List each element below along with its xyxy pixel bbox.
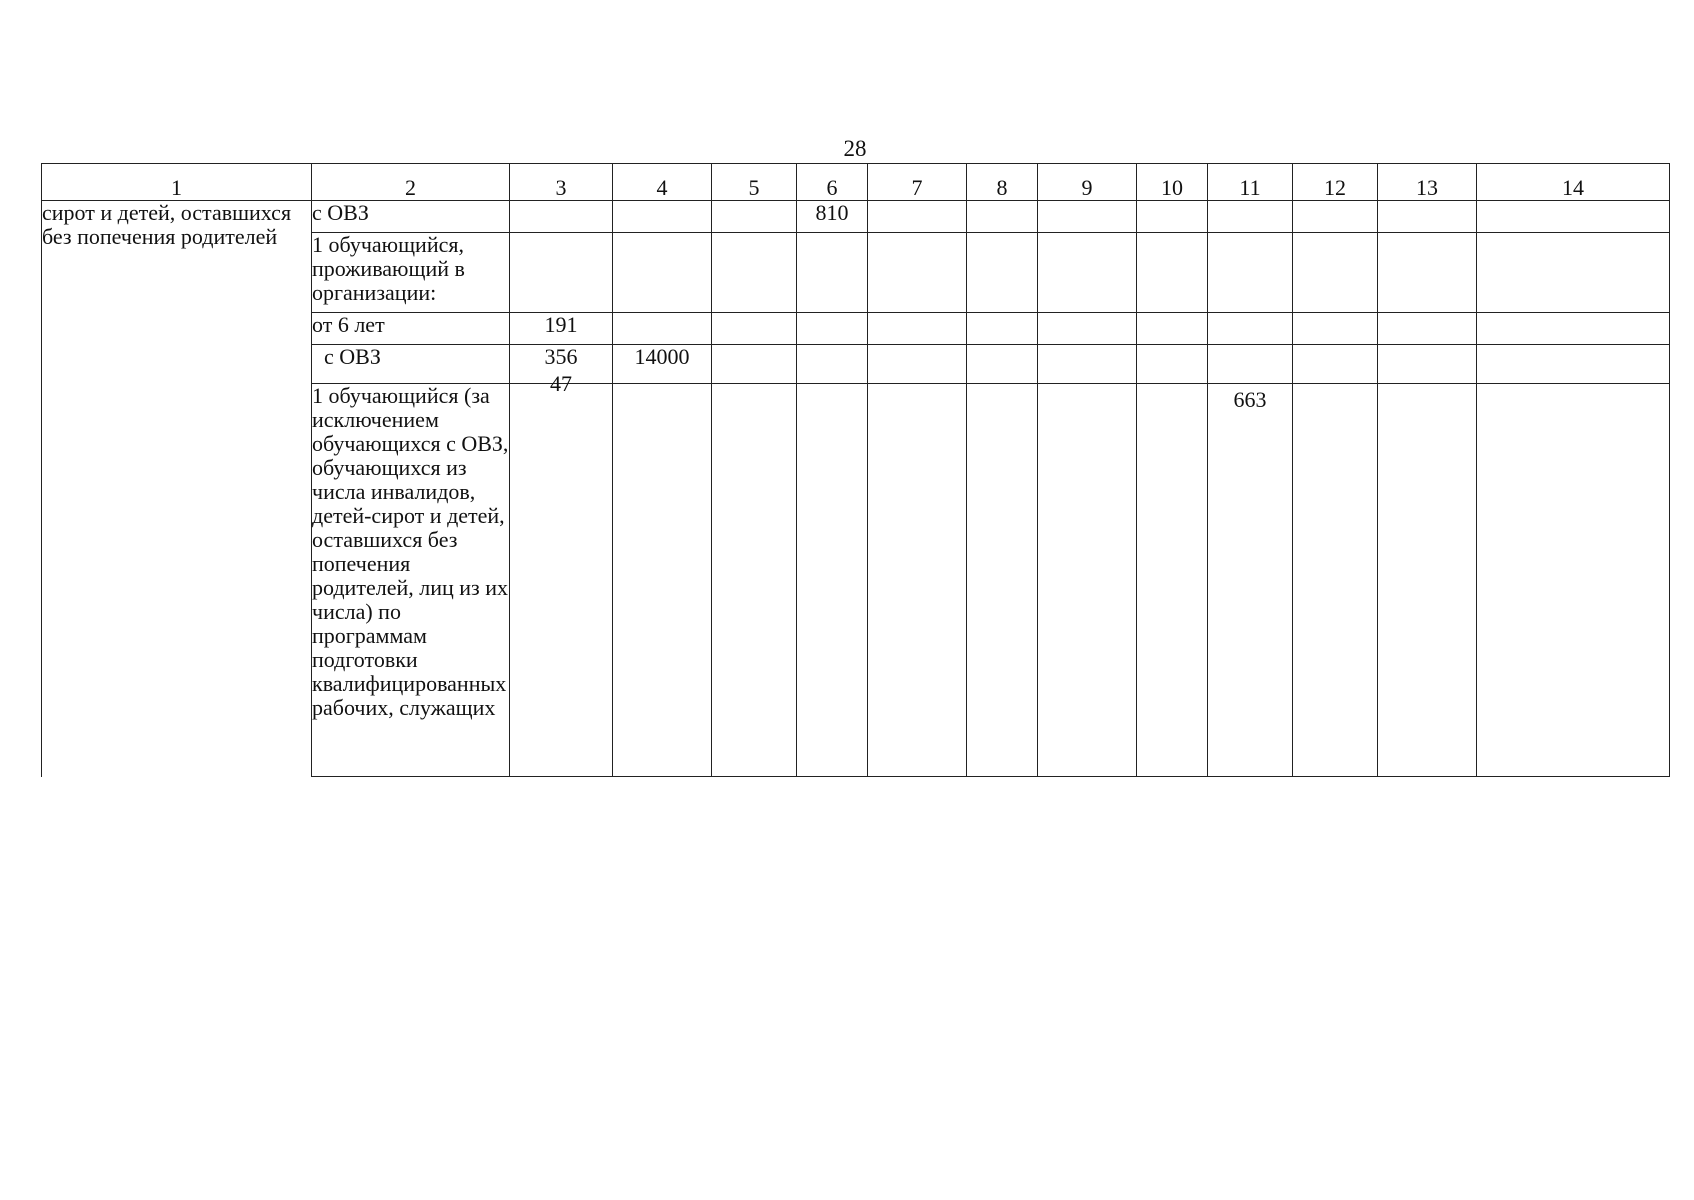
table-cell <box>1038 233 1137 313</box>
table-cell <box>868 313 967 345</box>
table-cell <box>510 233 613 313</box>
table-cell <box>868 384 967 777</box>
table-cell <box>712 313 797 345</box>
column-header: 14 <box>1477 164 1670 201</box>
table-cell <box>1477 313 1670 345</box>
table-cell <box>1477 384 1670 777</box>
column-header: 13 <box>1378 164 1477 201</box>
table-cell <box>797 384 868 777</box>
table-cell <box>1208 233 1293 313</box>
table-cell <box>712 201 797 233</box>
table-cell <box>967 201 1038 233</box>
column-header: 5 <box>712 164 797 201</box>
column-header: 3 <box>510 164 613 201</box>
table-cell <box>712 233 797 313</box>
table-cell <box>1137 313 1208 345</box>
table-cell <box>797 345 868 384</box>
table-cell: 810 <box>797 201 868 233</box>
table-cell <box>613 384 712 777</box>
column-header: 11 <box>1208 164 1293 201</box>
column-header: 10 <box>1137 164 1208 201</box>
table-cell <box>797 313 868 345</box>
column-header: 8 <box>967 164 1038 201</box>
table-cell <box>1378 384 1477 777</box>
table-cell <box>1293 233 1378 313</box>
row-label: 1 обучающийся (за исключением обучающихся с ОВЗ, обучающихся из числа инвалидов, детей-сирот и детей, оставшихся без попечения родителей, лиц из их числа) по программам подготовки квалифицированных рабочих, служащих <box>312 384 510 777</box>
row-label: 1 обучающийся, проживающий в организации: <box>312 233 510 313</box>
table-cell <box>613 233 712 313</box>
table-cell <box>1208 345 1293 384</box>
table-cell <box>1038 384 1137 777</box>
table-cell <box>967 345 1038 384</box>
column-header: 6 <box>797 164 868 201</box>
row-label: с ОВЗ <box>312 345 510 384</box>
table-cell <box>1208 384 1293 777</box>
table-cell: 191 <box>510 313 613 345</box>
table-cell <box>1477 233 1670 313</box>
column-header: 9 <box>1038 164 1137 201</box>
table-cell <box>868 345 967 384</box>
column-header: 4 <box>613 164 712 201</box>
page-number: 28 <box>843 136 867 161</box>
table-cell <box>868 201 967 233</box>
table-cell <box>1378 201 1477 233</box>
column-header: 12 <box>1293 164 1378 201</box>
table-cell <box>967 233 1038 313</box>
column-header: 1 <box>42 164 312 201</box>
table-cell <box>1038 313 1137 345</box>
table-cell <box>510 371 613 777</box>
cell-value: 663 <box>1233 387 1267 412</box>
table-cell <box>1038 201 1137 233</box>
table-cell <box>1137 233 1208 313</box>
table-cell <box>1378 313 1477 345</box>
row-label: от 6 лет <box>312 313 510 345</box>
table-header-row <box>42 164 1670 201</box>
table-cell <box>1293 384 1378 777</box>
table-cell <box>1477 201 1670 233</box>
table-cell <box>1293 201 1378 233</box>
table-cell: 14000 <box>613 345 712 384</box>
table-cell <box>967 384 1038 777</box>
row-label: с ОВЗ <box>312 201 510 233</box>
table-cell <box>967 313 1038 345</box>
cell-value: 47 <box>550 371 572 396</box>
table-cell <box>797 233 868 313</box>
table-cell: 356 <box>510 345 613 384</box>
table-cell <box>613 201 712 233</box>
category-cell: сирот и детей, оставшихся без попечения родителей <box>42 201 312 777</box>
table-cell <box>1293 313 1378 345</box>
table-cell <box>1208 313 1293 345</box>
table-cell <box>1293 345 1378 384</box>
table-row <box>42 201 1670 233</box>
table-cell <box>1137 384 1208 777</box>
data-table <box>41 163 1670 777</box>
table-cell <box>712 384 797 777</box>
table-cell <box>868 233 967 313</box>
table-cell <box>613 313 712 345</box>
table-cell <box>1208 201 1293 233</box>
table-cell <box>1378 345 1477 384</box>
column-header: 2 <box>312 164 510 201</box>
table-cell <box>1477 345 1670 384</box>
table-cell <box>1137 345 1208 384</box>
table-cell <box>712 345 797 384</box>
table-cell <box>510 201 613 233</box>
table-cell <box>1378 233 1477 313</box>
table-cell <box>1137 201 1208 233</box>
column-header: 7 <box>868 164 967 201</box>
table-cell <box>1038 345 1137 384</box>
